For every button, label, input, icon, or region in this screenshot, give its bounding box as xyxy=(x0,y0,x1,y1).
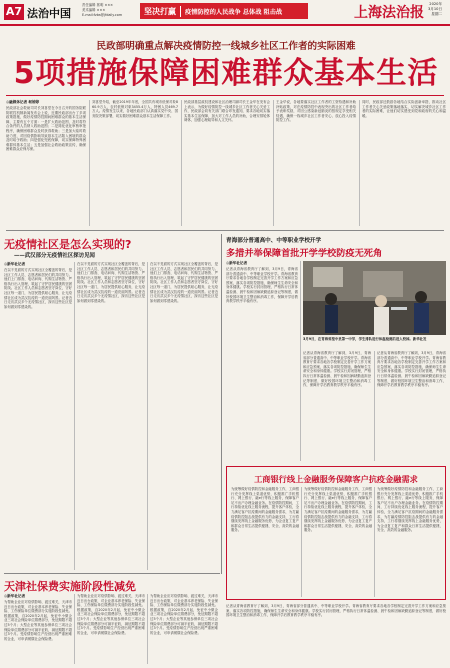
article4-column-2: 为统筹做好疫情防控和金融服务工作，工商银行充分发挥线上渠道优势，积极推广手机银行、网上银行、融e行等线上服务，保障客户足不出户办理金融业务。在疫情防控期间，工行持续优化线上服务流程，提升客户体验，全力满足客户抗疫期间的金融服务需求，为打赢疫情防控阻击战提供有力的金融支持，工行将继续发挥线上金融服务优势，为企业复工复产和群众日常生活提供便捷、安全、高效的金融服务。 xyxy=(304,487,372,533)
article5-byline: ◎新华社记者 xyxy=(4,594,26,598)
lead-headline: 5项措施保障困难群众基本生活 xyxy=(13,56,439,91)
article3-kicker: 青海部分普通高中、中等职业学校开学 xyxy=(226,238,322,244)
article2-title: 无疫情社区是怎么实现的? xyxy=(4,238,132,251)
article2-column-1: 在以不见面的方式实现社区全覆盖的背后，是社区工作人员、志愿者和居民们的共同努力。他们上门排查、电话问询、代购生活物资、严格执行出入管理，筑起了守护居民健康的坚固防线。社区工作人员和志愿者坚守岗位，守好社区每一道门，为居民提供贴心服务，让无疫情社区成为武汉抗疫的一道亮丽风景。记者近日走访武汉多个无疫情社区，探访这些社区是如何做到零感染的。 xyxy=(4,268,72,309)
article5-column-2: 为帮助企业应对疫情影响、渡过难关，天津市近日出台政策，对企业基本养老保险、失业保险、工伤保险单位缴费部分实施阶段性减免。根据政策，自2020年2月起，免征中小微企业三项社会保险单位缴费部分，免征期限不超过5个月；大型企业等其他参保单位三项社会保险单位缴费部分可减半征收，减征期限不超过3个月。受疫情影响生产经营出现严重困难的企业，可申请缓缴社会保险费。 xyxy=(77,594,145,635)
lead-column-5: 同时，民政部还鼓励各地结合实际创新举措，推动社区工作者关心关爱政策落地落实，切实解决城乡社区工作者的实际困难，让他们切实感受到党和政府的关心和温暖。 xyxy=(362,100,446,118)
column-rule xyxy=(147,594,148,664)
article5-column-1: 为帮助企业应对疫情影响、渡过难关，天津市近日出台政策，对企业基本养老保险、失业保险、工伤保险单位缴费部分实施阶段性减免。根据政策，自2020年2月起，免征中小微企业三项社会保险单位缴费部分，免征期限不超过5个月；大型企业等其他参保单位三项社会保险单位缴费部分可减半征收，减征期限不超过3个月。受疫情影响生产经营出现严重困难的企业，可申请缓缴社会保险费。 xyxy=(4,600,72,641)
lead-column-4: 王金华说，各地要落实社区工作者的工资待遇和补助补贴政策，对在疫情防控中表现突出的社区工作者给予表彰奖励，对因公感染新冠肺炎的按规定享受相关待遇，确保一线城乡社区工作者安心、放心投入疫情防控工作。 xyxy=(276,100,356,123)
column-rule xyxy=(300,261,301,461)
photo-caption: 3月9日，在青海省湟中县第一中学，学生排队进行体温检测后进入校园。新华社发 xyxy=(303,337,427,341)
article2-column-3: 在以不见面的方式实现社区全覆盖的背后，是社区工作人员、志愿者和居民们的共同努力。他们上门排查、电话问询、代购生活物资、严格执行出入管理，筑起了守护居民健康的坚固防线。社区工作人员和志愿者坚守岗位，守好社区每一道门，为居民提供贴心服务，让无疫情社区成为武汉抗疫的一道亮丽风景。记者近日走访武汉多个无疫情社区，探访这些社区是如何做到零感染的。 xyxy=(150,262,218,303)
meta-line: E-mail:fzbs@jfdaily.com xyxy=(82,13,123,17)
article4-continuation: 记者从青海省教育厅了解到，3月9日，青海省部分普通高中、中等职业学校开学。青海省教育厅要求各地各学校制定完善开学工作方案和应急预案，落实各项防控措施，确保师生生命安全和身体健康。学校实行封闭管理，严格执行日常体温检测、晨午检和因病缺勤追踪登记等制度，做好校园环境卫生整治和消毒工作，保障开学后教育教学秩序平稳有序。 xyxy=(226,604,446,618)
article3-column-3: 记者从青海省教育厅了解到，3月9日，青海省部分普通高中、中等职业学校开学。青海省教育厅要求各地各学校制定完善开学工作方案和应急预案，落实各项防控措施，确保师生生命安全和身体健康。学校实行封闭管理，严格执行日常体温检测、晨午检和因病缺勤追踪登记等制度，做好校园环境卫生整治和消毒工作，保障开学后教育教学秩序平稳有序。 xyxy=(377,351,446,388)
article2-column-2: 在以不见面的方式实现社区全覆盖的背后，是社区工作人员、志愿者和居民们的共同努力。他们上门排查、电话问询、代购生活物资、严格执行出入管理，筑起了守护居民健康的坚固防线。社区工作人员和志愿者坚守岗位，守好社区每一道门，为居民提供贴心服务，让无疫情社区成为武汉抗疫的一道亮丽风景。记者近日走访武汉多个无疫情社区，探访这些社区是如何做到零感染的。 xyxy=(77,262,145,303)
banner-left-label: 坚决打赢 xyxy=(140,6,181,17)
column-rule xyxy=(89,100,90,226)
editor-meta xyxy=(82,3,122,18)
article3-column-2: 记者从青海省教育厅了解到，3月9日，青海省部分普通高中、中等职业学校开学。青海省教育厅要求各地各学校制定完善开学工作方案和应急预案，落实各项防控措施，确保师生生命安全和身体健康。学校实行封闭管理，严格执行日常体温检测、晨午检和因病缺勤追踪登记等制度，做好校园环境卫生整治和消毒工作，保障开学后教育教学秩序平稳有序。 xyxy=(303,351,371,388)
lead-byline: ◎融媒体记者 柯婷婷 xyxy=(6,100,40,104)
lead-column-3: 民政部基层政权建设和社区治理司副司长王金华在发布会上表示，为做好疫情防控一线城乡社区工作者关心关爱工作，民政部会同有关部门联合印发通知，要求各地切实落实基本生活保障，加大对工作人员的补助，合理安排轮休调休，加强心理疏导和人文关怀。 xyxy=(184,100,270,123)
banner xyxy=(140,3,308,19)
section-divider xyxy=(6,230,444,231)
article5-title: 天津社保费实施阶段性减免 xyxy=(4,580,136,593)
banner-right-label: 疫情防控的人民战争 总体战 阻击战 xyxy=(185,8,283,16)
article2-byline: ◎新华社记者 xyxy=(4,262,26,266)
article4-title: 工商银行线上金融服务保障客户抗疫金融需求 xyxy=(254,474,418,484)
column-rule xyxy=(147,262,148,570)
page-number-badge: A7 xyxy=(5,5,23,18)
article2-subtitle: ——武汉部分无疫情社区探访见闻 xyxy=(14,253,95,259)
column-rule xyxy=(273,100,274,226)
article4-box xyxy=(226,466,446,600)
lead-column-2: 刘喜堂介绍，截至2019年年底，全国共有城市低保对象860.9万人，农村低保对象3455.4万人，特困人员469.7万人。疫情发生以来，各地民政部门认真落实党中央、国务院决策部署，切实做好困难群众基本生活保障工作。 xyxy=(92,100,178,118)
column-rule xyxy=(374,351,375,461)
date-day: 3月10日 xyxy=(428,7,443,11)
section-vertical-rule xyxy=(221,234,222,574)
column-rule xyxy=(359,100,360,226)
article3-column-1: 记者从青海省教育厅了解到，3月9日，青海省部分普通高中、中等职业学校开学。青海省教育厅要求各地各学校制定完善开学工作方案和应急预案，落实各项防控措施，确保师生生命安全和身体健康。学校实行封闭管理，严格执行日常体温检测、晨午检和因病缺勤追踪登记等制度，做好校园环境卫生整治和消毒工作，保障开学后教育教学秩序平稳有序。 xyxy=(226,267,298,304)
column-rule xyxy=(301,487,302,597)
article4-column-3: 为统筹做好疫情防控和金融服务工作，工商银行充分发挥线上渠道优势，积极推广手机银行、网上银行、融e行等线上服务，保障客户足不出户办理金融业务。在疫情防控期间，工行持续优化线上服务流程，提升客户体验，全力满足客户抗疫期间的金融服务需求，为打赢疫情防控阻击战提供有力的金融支持，工行将继续发挥线上金融服务优势，为企业复工复产和群众日常生活提供便捷、安全、高效的金融服务。 xyxy=(377,487,443,533)
article5-column-3: 为帮助企业应对疫情影响、渡过难关，天津市近日出台政策，对企业基本养老保险、失业保险、工伤保险单位缴费部分实施阶段性减免。根据政策，自2020年2月起，免征中小微企业三项社会保险单位缴费部分，免征期限不超过5个月；大型企业等其他参保单位三项社会保险单位缴费部分可减半征收，减征期限不超过3个月。受疫情影响生产经营出现严重困难的企业，可申请缓缴社会保险费。 xyxy=(150,594,218,635)
lead-kicker: 民政部明确重点解决疫情防控一线城乡社区工作者的实际困难 xyxy=(96,41,356,52)
column-rule xyxy=(74,594,75,664)
section-divider xyxy=(4,573,220,574)
lead-divider xyxy=(6,95,444,96)
column-rule xyxy=(374,487,375,597)
photo-illustration xyxy=(303,261,446,335)
article3-title: 多措并举保障首批开学学校防疫无死角 xyxy=(226,248,383,259)
date-year: 2020年 xyxy=(429,2,443,6)
lead-column-1: 民政部社会救助司司长刘喜堂在今日召开的国务院联防联控机制新闻发布会上说，近期民政部出台了多项政策措施，做好疫情防控期间困难群众的基本生活保障，主要有五个方面：一是扩大救助范围，及时将符合条件的人员纳入救助范围；二是简化优化审核审批程序，确保困难群众及时获得救助；三是加大临时救助力度，对因疫情影响导致基本生活陷入困境的群众及时给予救助；四是强化兜底保障，切实保障特殊困难群体基本生活；五是加强社会救助政策宣传，确保困难群众应保尽保。 xyxy=(6,106,86,152)
paper-name: 上海法治报 xyxy=(354,5,424,21)
article3-byline: ◎新华社记者 xyxy=(226,261,248,265)
news-photo xyxy=(303,261,446,335)
date-block xyxy=(428,2,442,17)
column-rule xyxy=(181,100,182,226)
meta-line: 责任编辑 郭明 ××× xyxy=(82,3,114,7)
masthead-rule xyxy=(0,24,450,26)
column-rule xyxy=(74,262,75,570)
masthead xyxy=(0,0,450,34)
section-name: 法治中国 xyxy=(27,7,71,20)
meta-line: 美术编辑 ××× xyxy=(82,8,106,12)
article4-column-1: 为统筹做好疫情防控和金融服务工作，工商银行充分发挥线上渠道优势，积极推广手机银行、网上银行、融e行等线上服务，保障客户足不出户办理金融业务。在疫情防控期间，工行持续优化线上服务流程，提升客户体验，全力满足客户抗疫期间的金融服务需求，为打赢疫情防控阻击战提供有力的金融支持，工行将继续发挥线上金融服务优势，为企业复工复产和群众日常生活提供便捷、安全、高效的金融服务。 xyxy=(231,487,299,533)
weekday: 星期二 xyxy=(431,12,443,16)
